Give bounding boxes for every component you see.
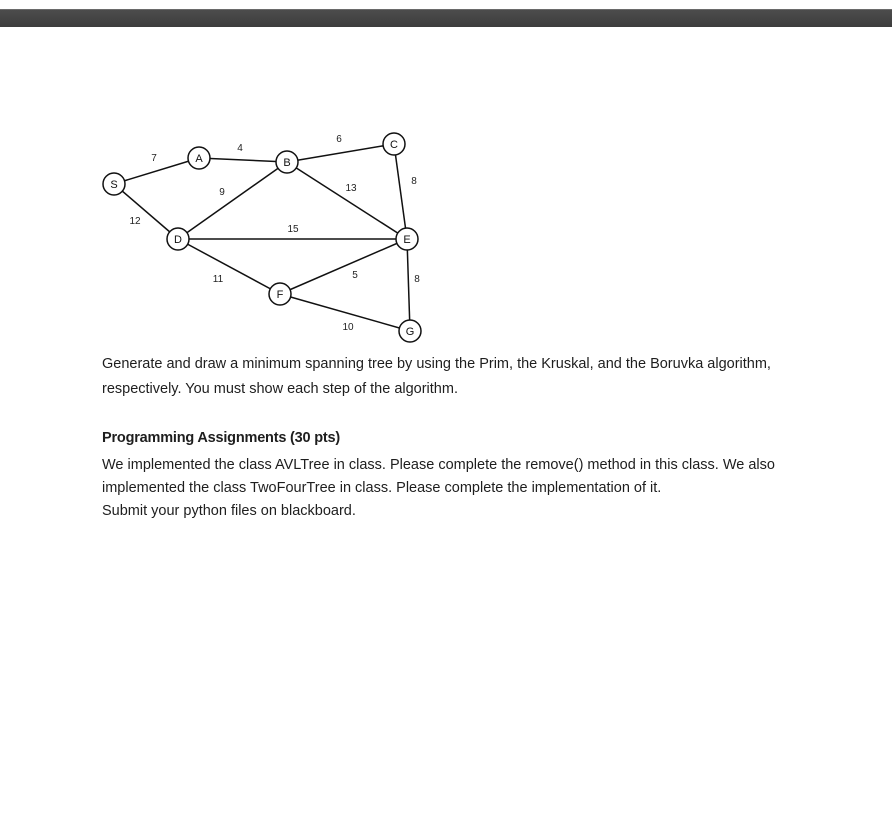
edge-weight-s-d: 12 <box>129 216 141 227</box>
programming-heading: Programming Assignments (30 pts) <box>102 430 340 446</box>
weighted-graph-figure <box>95 128 435 348</box>
edge-weight-d-f: 11 <box>212 274 224 285</box>
programming-line-3: Submit your python files on blackboard. <box>102 503 356 519</box>
question-text <box>102 352 822 402</box>
node-a-label: A <box>195 153 203 165</box>
edge-weight-e-g: 8 <box>414 274 420 285</box>
edge-weight-f-e: 5 <box>352 270 358 281</box>
edge-f-e <box>280 239 407 294</box>
edge-weight-b-c: 6 <box>336 134 342 145</box>
edge-d-f <box>178 239 280 294</box>
edge-weight-c-e: 8 <box>411 176 417 187</box>
edge-e-g <box>407 239 410 331</box>
edge-b-c <box>287 144 394 162</box>
edge-weight-b-e: 13 <box>345 183 357 194</box>
edge-weight-f-g: 10 <box>342 322 354 333</box>
programming-line-1: We implemented the class AVLTree in class. Please complete the remove() method in this class. We also <box>102 457 775 473</box>
edge-weight-d-e: 15 <box>287 224 299 235</box>
edge-d-b <box>178 162 287 239</box>
node-c-label: C <box>390 139 398 151</box>
edge-a-b <box>199 158 287 162</box>
question-line-2: respectively. You must show each step of the algorithm. <box>102 381 458 397</box>
node-e-label: E <box>403 234 411 246</box>
programming-line-2: implemented the class TwoFourTree in class. Please complete the implementation of it. <box>102 480 662 496</box>
edge-weight-a-b: 4 <box>237 143 243 154</box>
graph-svg <box>95 128 435 348</box>
edge-s-d <box>114 184 178 239</box>
edge-weight-s-a: 7 <box>151 153 157 164</box>
programming-text <box>102 454 822 523</box>
edge-c-e <box>394 144 407 239</box>
edge-weight-d-b: 9 <box>219 187 225 198</box>
node-s-label: S <box>110 179 118 191</box>
node-d-label: D <box>174 234 182 246</box>
node-b-label: B <box>283 157 291 169</box>
window-top-bar <box>0 9 892 27</box>
question-line-1: Generate and draw a minimum spanning tree by using the Prim, the Kruskal, and the Boruvka algorithm, <box>102 356 771 372</box>
node-f-label: F <box>276 289 284 301</box>
edge-b-e <box>287 162 407 239</box>
node-g-label: G <box>405 326 415 338</box>
